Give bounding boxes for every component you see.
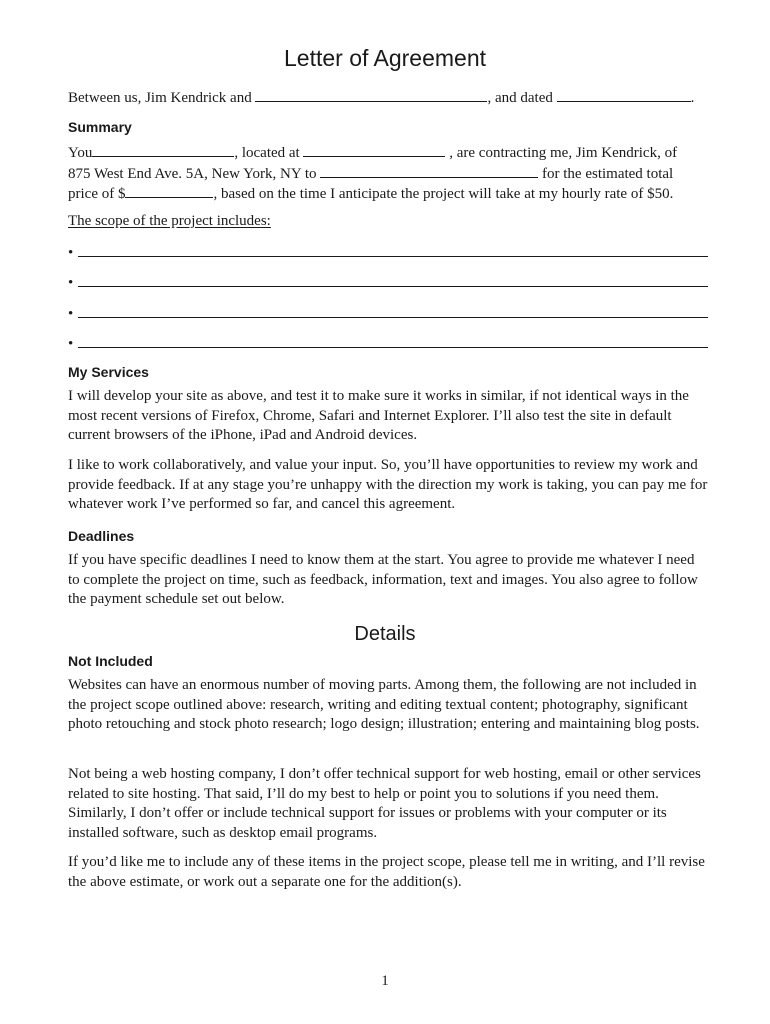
scope-item-2[interactable] [68,271,708,291]
services-paragraph-2: I like to work collaboratively, and value your input. So, you’ll have opportunities to review my work and provide feedback. If at any stage you’re unhappy with the direction my work is taking, you can pay me for whatever work I’ve performed so far, and cancel this agreement. [68,457,708,513]
summary-text: , are contracting me, Jim Kendrick, of [449,145,678,161]
blank-line [78,316,708,318]
page-number: 1 [381,973,389,989]
intro-middle: , and dated [487,90,553,106]
details-title: Details [354,623,416,645]
blank-line [78,285,708,287]
bullet: • [68,275,74,291]
scope-item-3[interactable] [68,302,708,322]
summary-text: You [68,145,93,161]
summary-text: , located at [234,145,300,161]
summary-text: 875 West End Ave. 5A, New York, NY to [68,165,317,182]
services-paragraph-1: I will develop your site as above, and test it to make sure it works in similar, if not identical ways in the most recent versions of Firefox, Chrome, Safari and Internet Explorer. I’ll also test the site in default current browsers of the iPhone, iPad and Android devices. [68,388,689,444]
not-included-paragraph-2: Not being a web hosting company, I don’t offer technical support for web hosting, email or other services related to site hosting. That said, I’ll do my best to help or point you to solutions if you need them. Similarly, I don’t offer or include technical support for issues or problems with your computer or its installed software, such as desktop email programs. [68,766,701,841]
deadlines-heading: Deadlines [68,528,135,544]
blank-line [78,255,708,257]
intro-suffix: . [690,90,695,106]
services-heading: My Services [68,364,149,380]
bullet: • [68,336,74,352]
summary-text: price of $ [68,186,126,203]
summary-line-3 [68,184,708,205]
intro-line [68,88,708,109]
summary-heading: Summary [68,119,132,135]
location-field[interactable] [303,143,445,157]
not-included-heading: Not Included [68,653,153,669]
intro-prefix: Between us, Jim Kendrick and [68,90,252,106]
summary-text: for the estimated total [542,165,674,182]
project-field[interactable] [320,164,538,178]
date-field[interactable] [557,88,691,102]
summary-text: , based on the time I anticipate the project will take at my hourly rate of $50. [213,186,674,203]
summary-paragraph [68,143,708,205]
summary-line-1 [68,143,708,164]
deadlines-paragraph: If you have specific deadlines I need to know them at the start. You agree to provide me whatever I need to complete the project on time, such as feedback, information, text and images. You also agree to follow the payment schedule set out below. [68,552,698,608]
blank-line [78,346,708,348]
page-title: Letter of Agreement [283,45,486,71]
client-field[interactable] [92,143,234,157]
not-included-paragraph-1: Websites can have an enormous number of moving parts. Among them, the following are not included in the project scope outlined above: research, writing and editing textual content; photography, significant photo retouching and stock photo research; logo design; illustration; entering and maintaining blog posts. [68,677,700,733]
bullet: • [68,306,74,322]
not-included-paragraph-3: If you’d like me to include any of these items in the project scope, please tell me in writing, and I’ll revise the above estimate, or work out a separate one for the addition(s). [68,854,705,890]
scope-item-4[interactable] [68,332,708,352]
bullet: • [68,245,74,261]
scope-item-1[interactable] [68,241,708,261]
price-field[interactable] [125,184,213,198]
client-name-field[interactable] [255,88,487,102]
summary-line-2 [68,164,708,185]
scope-label-text: The scope of the project includes: [68,213,271,229]
scope-label [68,212,708,232]
